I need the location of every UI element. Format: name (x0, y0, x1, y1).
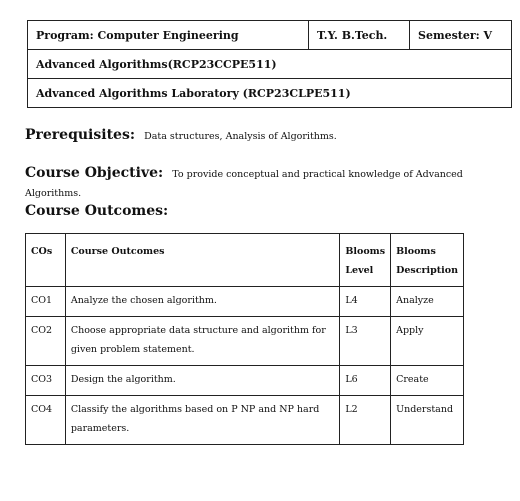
co-level: L6 (340, 366, 391, 396)
co-outcome: Analyze the chosen algorithm. (65, 287, 340, 317)
co-level: L4 (340, 287, 391, 317)
col-header-cos: COs (26, 234, 66, 287)
co-outcome: Choose appropriate data structure and algorithm for given problem statement. (65, 317, 340, 366)
co-id: CO1 (26, 287, 66, 317)
co-description: Create (391, 366, 464, 396)
outcomes-section (25, 200, 168, 219)
program-cell: Program: Computer Engineering (28, 21, 309, 49)
objective-label: Course Objective: (25, 165, 164, 181)
prerequisites-text: Data structures, Analysis of Algorithms. (144, 131, 337, 142)
course-header-table (27, 20, 512, 108)
co-outcome: Classify the algorithms based on P NP and NP hard parameters. (65, 396, 340, 445)
lab-name-cell: Advanced Algorithms Laboratory (RCP23CLPE511) (36, 86, 351, 100)
co-description: Apply (391, 317, 464, 366)
prerequisites-label: Prerequisites: (25, 127, 136, 143)
table-row (26, 366, 464, 396)
co-description: Analyze (391, 287, 464, 317)
table-row (26, 396, 464, 445)
co-id: CO4 (26, 396, 66, 445)
col-header-outcomes: Course Outcomes (65, 234, 340, 287)
col-header-level: Blooms Level (340, 234, 391, 287)
semester-cell: Semester: V (418, 28, 493, 42)
co-level: L3 (340, 317, 391, 366)
table-header-row (26, 234, 464, 287)
objective-section (25, 162, 520, 200)
col-header-description: Blooms Description (391, 234, 464, 287)
co-id: CO2 (26, 317, 66, 366)
header-row-course (28, 50, 511, 79)
outcomes-title: Course Outcomes: (25, 203, 169, 219)
co-id: CO3 (26, 366, 66, 396)
co-outcome: Design the algorithm. (65, 366, 340, 396)
header-row-lab (28, 79, 511, 107)
table-row (26, 317, 464, 366)
objective-text: To provide conceptual and practical knowledge of Advanced Algorithms. (25, 169, 463, 199)
co-description: Understand (391, 396, 464, 445)
course-outcomes-table (25, 233, 464, 445)
co-level: L2 (340, 396, 391, 445)
course-name-cell: Advanced Algorithms(RCP23CCPE511) (36, 57, 277, 71)
header-row-program (28, 21, 511, 50)
table-row (26, 287, 464, 317)
prerequisites-section (25, 124, 337, 143)
year-cell: T.Y. B.Tech. (309, 21, 410, 49)
